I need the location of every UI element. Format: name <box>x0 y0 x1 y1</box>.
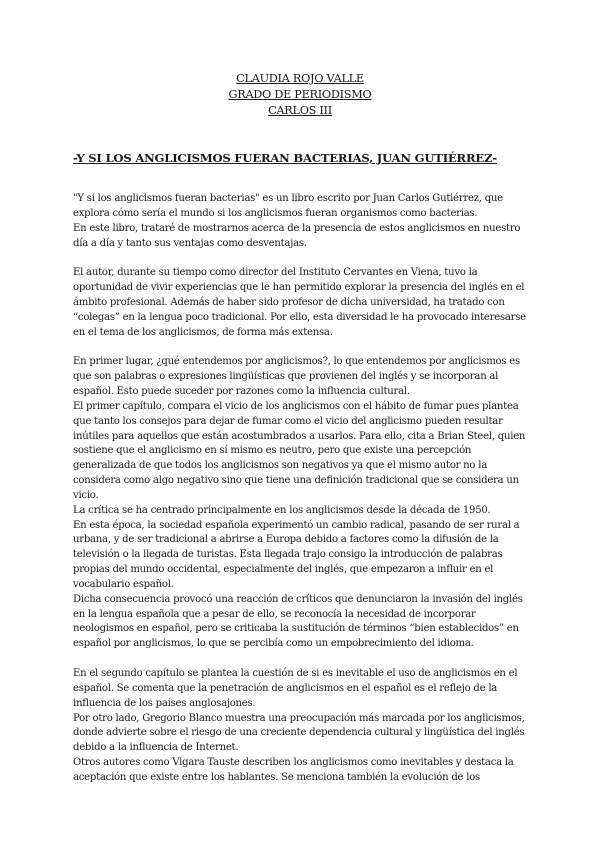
body-text-line: neologismos en español, pero se criticaba la sustitución de términos “bien establecidos” en <box>73 623 519 635</box>
body-text-line: En este libro, trataré de mostrarnos acerca de la presencia de estos anglicismos en nuestro <box>73 222 521 234</box>
body-text-line: en la lengua española que a pesar de ello, se reconocía la necesidad de incorporar <box>73 608 476 620</box>
body-text-line: “colegas” en la lengua poco tradicional. Por ello, esta diversidad le ha provocado interesarse <box>73 311 526 323</box>
document-header <box>0 71 600 119</box>
university-name: CARLOS III <box>268 104 332 117</box>
body-text-line: que tanto los consejos para dejar de fumar como el vicio del anglicismo pueden resultar <box>73 415 503 427</box>
document-body <box>73 192 533 786</box>
body-text-line: inútiles para aquellos que están acostumbrados a usarlos. Para ello, cita a Brian Steel, quien <box>73 430 526 442</box>
degree-name: GRADO DE PERIODISMO <box>228 88 372 101</box>
body-text-line: español. Esto puede suceder por razones como la influencia cultural. <box>73 385 410 397</box>
body-text-line: en el tema de los anglicismos, de forma más extensa. <box>73 326 333 338</box>
body-text-line: Por otro lado, Gregorio Blanco muestra una preocupación más marcada por los anglicismos, <box>73 712 525 724</box>
body-text-line: En primer lugar, ¿qué entendemos por anglicismos?, lo que entendemos por anglicismos es <box>73 356 520 368</box>
paragraph-break <box>73 340 533 355</box>
body-text-line: generalizada de que todos los anglicismos son negativos ya que el mismo autor no la <box>73 460 487 472</box>
paragraph-break <box>73 251 533 266</box>
body-text-line: urbana, y de ser tradicional a abrirse a Europa debido a factores como la difusión de la <box>73 534 499 546</box>
body-text-line: debido a la influencia de Internet. <box>73 742 239 754</box>
body-text-line: En esta época, la sociedad española experimentó un cambio radical, pasando de ser rural a <box>73 519 520 531</box>
body-text-line: "Y si los anglicismos fueran bacterias" es un libro escrito por Juan Carlos Gutiérrez, que <box>73 193 503 204</box>
body-text-line: vocabulario español. <box>73 578 174 590</box>
document-title: -Y SI LOS ANGLICISMOS FUERAN BACTERIAS, JUAN GUTIÉRREZ- <box>73 151 497 165</box>
body-text-line: oportunidad de vivir experiencias que le han permitido explorar la presencia del inglés en el <box>73 282 525 294</box>
body-text-line: donde advierte sobre el riesgo de una creciente dependencia cultural y lingüística del inglés <box>73 727 525 739</box>
author-name: CLAUDIA ROJO VALLE <box>236 72 364 85</box>
body-text-line: ámbito profesional. Además de haber sido profesor de dicha universidad, ha tratado con <box>73 296 505 308</box>
body-text-line: propias del mundo occidental, especialmente del inglés, que empezaron a influir en el <box>73 564 494 576</box>
body-text-line: La crítica se ha centrado principalmente en los anglicismos desde la década de 1950. <box>73 504 491 516</box>
body-text-line: influencia de los países anglosajones. <box>73 697 256 709</box>
body-text-line: sostiene que el anglicismo en sí mismo es neutro, pero que existe una percepción <box>73 445 472 457</box>
body-text-line: aceptación que existe entre los hablantes. Se menciona también la evolución de los <box>73 771 480 783</box>
body-text-line: El primer capítulo, compara el vicio de los anglicismos con el hábito de fumar pues plantea <box>73 400 519 412</box>
body-text-line: que son palabras o expresiones lingüísticas que provienen del inglés y se incorporan al <box>73 371 499 383</box>
body-text-line: español por anglicismos, lo que se percibía como un empobrecimiento del idioma. <box>73 638 474 650</box>
body-text-line: vicio. <box>73 489 99 501</box>
body-text-line: televisión o la llegada de turistas. Esta llegada trajo consigo la introducción de palabras <box>73 549 503 561</box>
body-text-line: En el segundo capítulo se plantea la cuestión de si es inevitable el uso de anglicismos en el <box>73 668 518 679</box>
body-text-line: explora cómo sería el mundo si los anglicismos fueran organismos como bacterias. <box>73 207 478 219</box>
body-text-line: día a día y tanto sus ventajas como desventajas. <box>73 237 307 249</box>
body-text-line: Otros autores como Vigara Tauste describen los anglicismos como inevitables y destaca la <box>73 757 514 769</box>
body-text-line: español. Se comenta que la penetración de anglicismos en el español es el reflejo de la <box>73 682 498 694</box>
body-text-line: Dicha consecuencia provocó una reacción de críticos que denunciaron la invasión del inglés <box>73 593 523 605</box>
body-text-line: El autor, durante su tiempo como director del Instituto Cervantes en Viena, tuvo la <box>73 267 478 279</box>
body-text-line: considera como algo negativo sino que tiene una definición tradicional que se considera un <box>73 475 519 487</box>
paragraph-break <box>73 652 533 667</box>
